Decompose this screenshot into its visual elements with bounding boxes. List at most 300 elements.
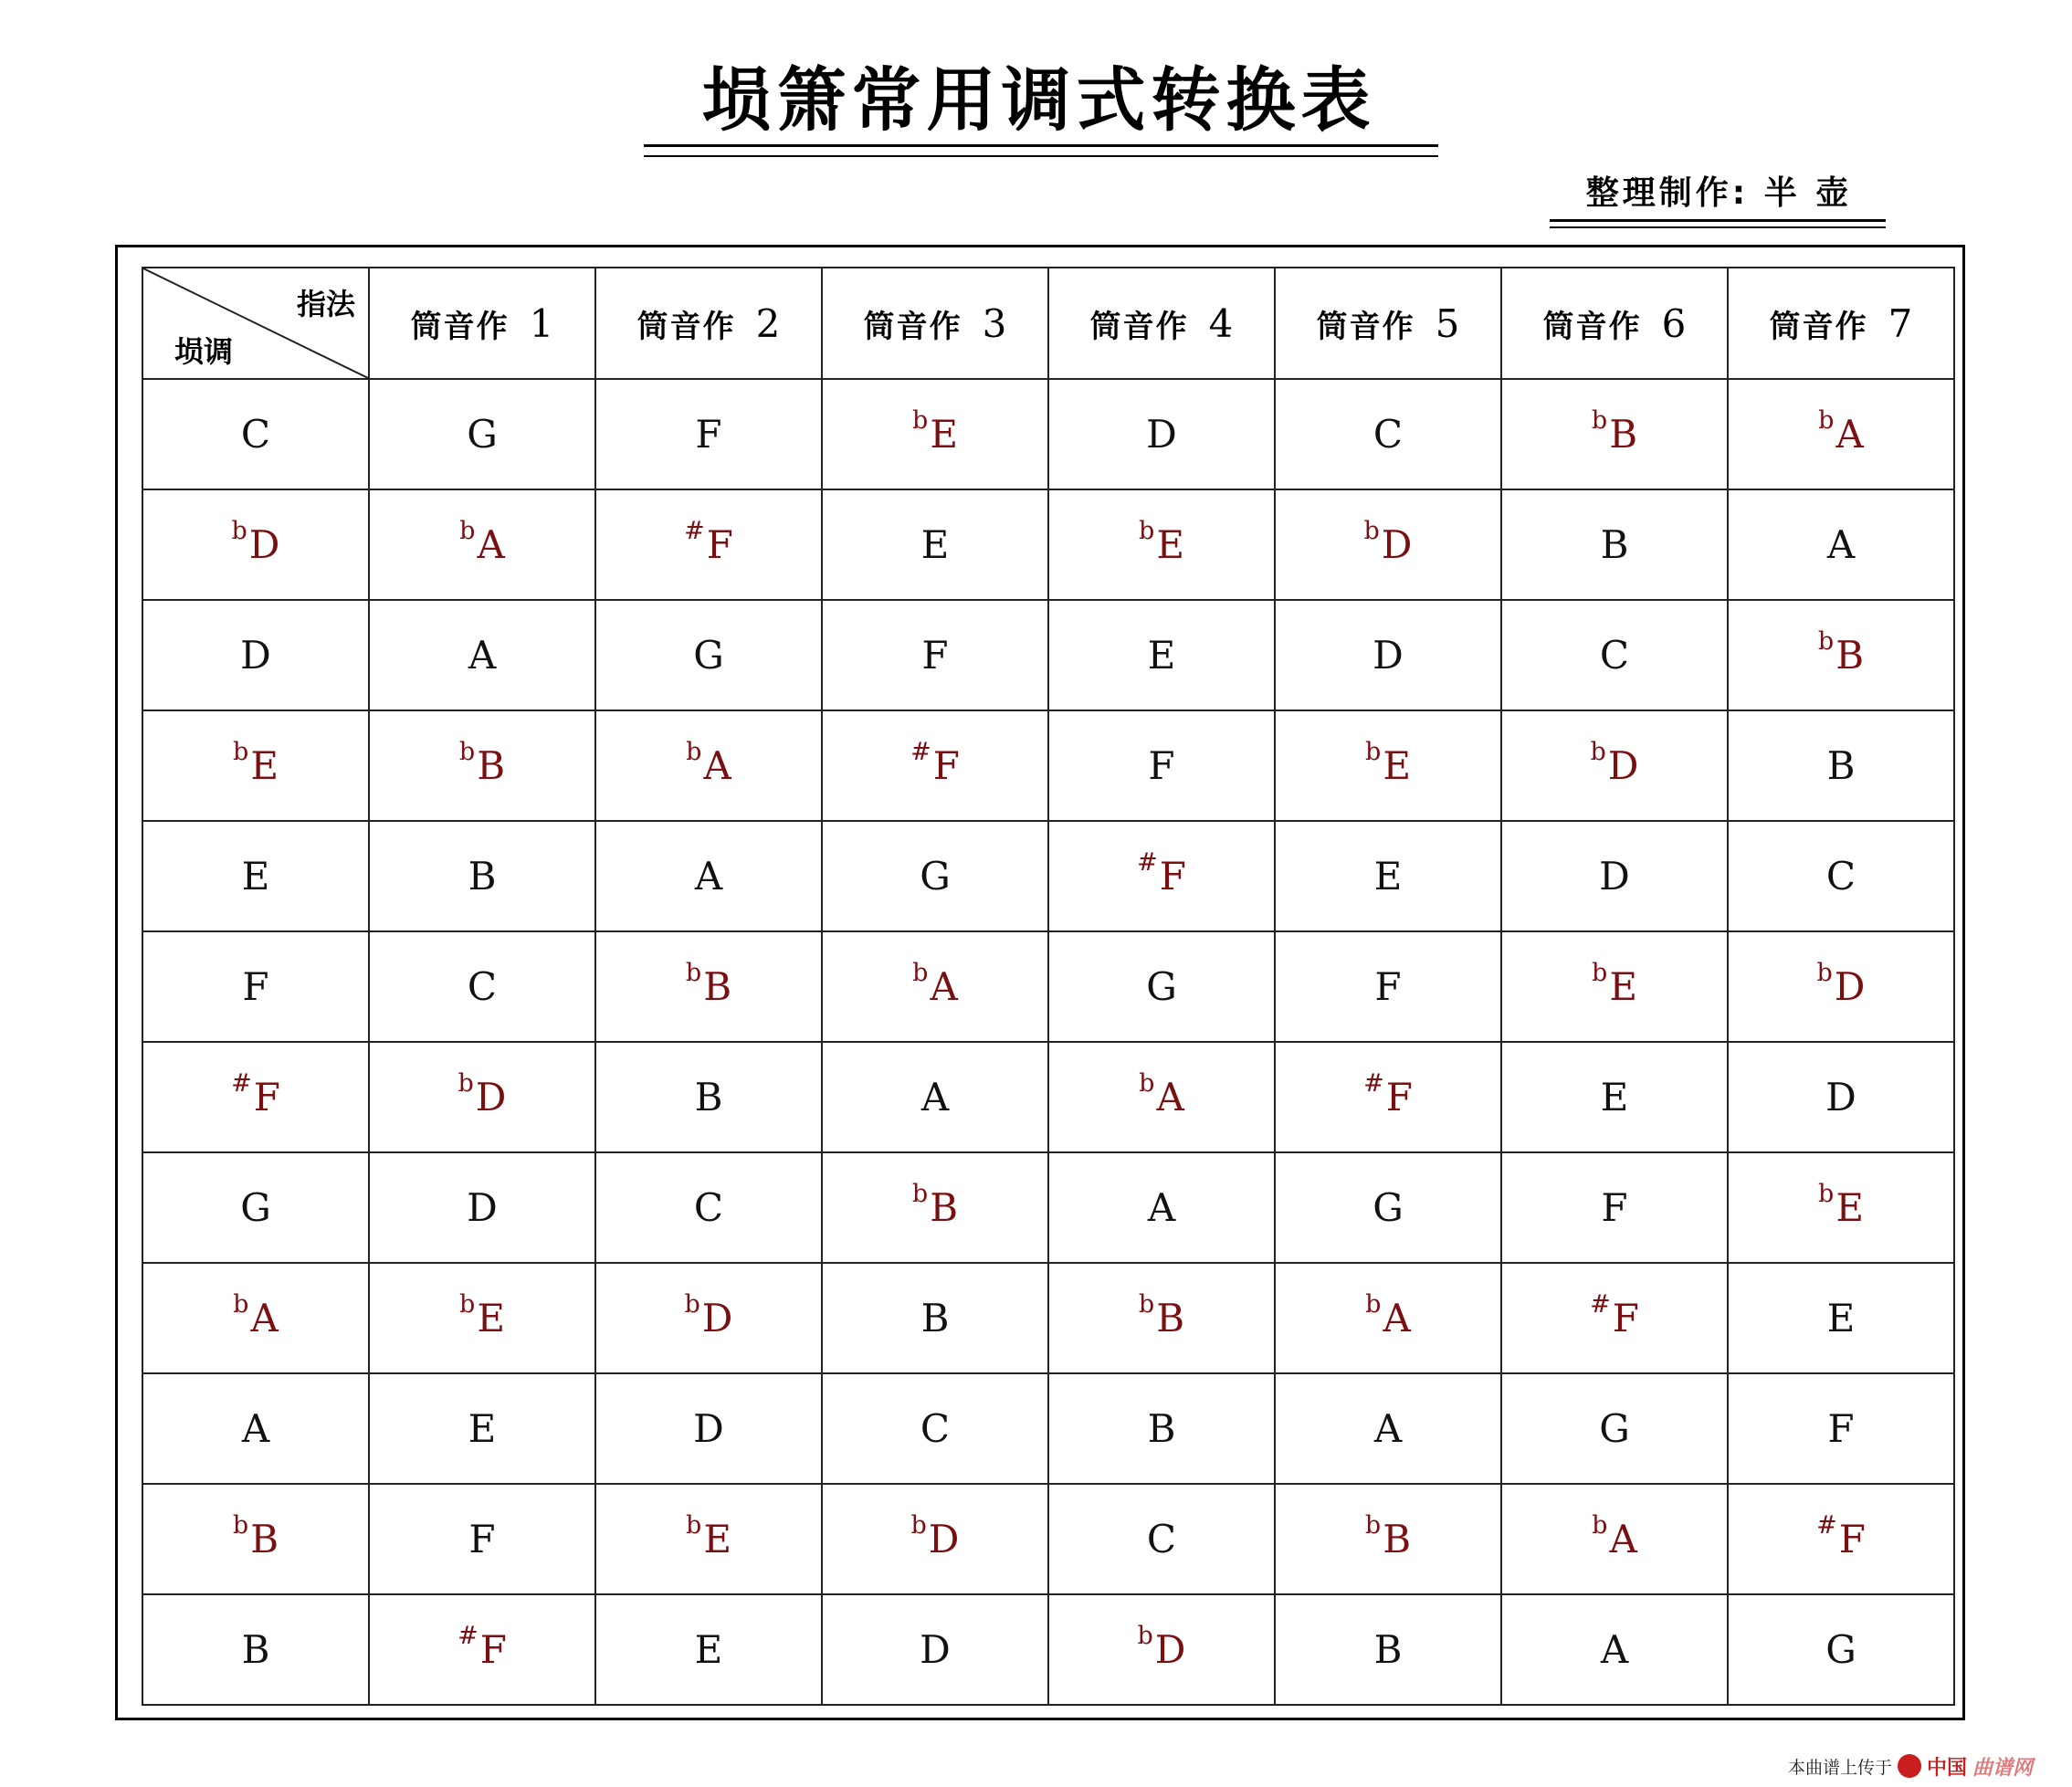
fingering-cell xyxy=(822,931,1048,1042)
note-name xyxy=(695,1075,723,1120)
accidental-mark: b xyxy=(911,1180,929,1208)
note-name xyxy=(242,1627,270,1672)
note-letter: D xyxy=(693,1406,724,1451)
fingering-cell xyxy=(369,1042,595,1152)
header-cell xyxy=(1501,268,1728,379)
note-letter: D xyxy=(240,633,271,678)
fingering-cell xyxy=(369,489,595,600)
fingering-cell xyxy=(595,821,822,931)
fingering-cell xyxy=(1275,379,1501,489)
note-name xyxy=(1590,1290,1639,1340)
fingering-cell xyxy=(822,1263,1048,1373)
note-name xyxy=(1592,1511,1637,1561)
note-letter: F xyxy=(242,964,269,1009)
accidental-mark: b xyxy=(686,1511,702,1540)
note-name xyxy=(1364,1511,1412,1561)
note-name xyxy=(686,738,731,788)
note-letter: E xyxy=(1383,743,1411,788)
note-name xyxy=(458,738,506,788)
note-letter: B xyxy=(1147,1406,1176,1451)
fingering-cell xyxy=(1501,379,1728,489)
note-name xyxy=(920,1627,951,1672)
fingering-cell xyxy=(595,600,822,710)
note-name xyxy=(1148,1185,1175,1230)
accidental-mark: # xyxy=(1816,1511,1837,1540)
header-label: 筒音作 xyxy=(636,308,736,345)
note-name xyxy=(468,1517,495,1561)
note-letter: E xyxy=(1835,1185,1864,1230)
fingering-cell xyxy=(595,379,822,489)
accidental-mark: b xyxy=(231,517,247,545)
note-letter: G xyxy=(693,633,724,678)
note-letter: E xyxy=(1147,633,1176,678)
fingering-cell xyxy=(822,1042,1048,1152)
note-name xyxy=(684,1290,733,1340)
note-letter: B xyxy=(1600,522,1629,567)
key-cell xyxy=(142,379,369,489)
fingering-cell xyxy=(1048,1373,1275,1484)
note-name xyxy=(242,964,268,1009)
note-name xyxy=(1592,959,1637,1009)
fingering-cell xyxy=(369,379,595,489)
note-name xyxy=(240,633,271,678)
note-name xyxy=(1146,964,1177,1009)
fingering-cell xyxy=(1728,821,1954,931)
note-letter: A xyxy=(1835,412,1864,457)
header-label: 筒音作 xyxy=(863,308,962,345)
note-letter: A xyxy=(468,633,497,678)
fingering-cell xyxy=(1501,1152,1728,1263)
note-name xyxy=(1601,1185,1627,1230)
table-row xyxy=(142,379,1954,489)
header-label: 筒音作 xyxy=(1542,308,1642,345)
fingering-cell xyxy=(822,600,1048,710)
title-underline xyxy=(644,144,1438,147)
note-letter: G xyxy=(1373,1185,1404,1230)
note-name xyxy=(231,517,280,567)
fingering-cell xyxy=(1728,710,1954,821)
note-letter: E xyxy=(694,1627,723,1672)
fingering-cell xyxy=(822,1484,1048,1594)
note-letter: F xyxy=(1148,743,1175,788)
note-letter: G xyxy=(1146,964,1177,1009)
note-name xyxy=(1600,633,1629,678)
note-name xyxy=(685,959,732,1009)
fingering-cell xyxy=(1048,821,1275,931)
note-letter: G xyxy=(240,1185,271,1230)
fingering-cell xyxy=(1275,489,1501,600)
note-letter: C xyxy=(1146,1517,1177,1561)
table-row xyxy=(142,1594,1954,1705)
note-letter: F xyxy=(1601,1185,1628,1230)
accidental-mark: b xyxy=(1363,517,1380,545)
accidental-mark: b xyxy=(459,517,476,545)
note-name xyxy=(920,854,951,899)
note-letter: A xyxy=(1609,1517,1637,1561)
footer-watermark xyxy=(1788,1750,2033,1782)
note-letter: E xyxy=(1826,1296,1856,1340)
note-letter: F xyxy=(1838,1517,1866,1561)
note-letter: C xyxy=(693,1185,724,1230)
note-letter: B xyxy=(1826,743,1856,788)
fingering-cell xyxy=(822,1373,1048,1484)
note-name xyxy=(1365,738,1411,788)
note-letter: A xyxy=(920,1075,950,1120)
note-letter: E xyxy=(1600,1075,1629,1120)
header-number: 2 xyxy=(755,300,781,346)
note-letter: A xyxy=(241,1406,270,1451)
note-letter: E xyxy=(930,412,958,457)
accidental-mark: b xyxy=(912,959,929,987)
fingering-cell xyxy=(1048,489,1275,600)
note-name xyxy=(459,1290,505,1340)
note-letter: B xyxy=(250,1517,279,1561)
fingering-cell xyxy=(1048,931,1275,1042)
accidental-mark: b xyxy=(458,1069,474,1098)
logo-text-primary: 中国 xyxy=(1927,1756,1968,1780)
note-letter: B xyxy=(930,1185,959,1230)
note-name xyxy=(1137,1622,1186,1672)
note-letter: A xyxy=(1373,1406,1403,1451)
note-letter: F xyxy=(1827,1406,1855,1451)
note-name xyxy=(1373,1185,1404,1230)
fingering-cell xyxy=(1275,821,1501,931)
fingering-cell xyxy=(1275,710,1501,821)
note-letter: E xyxy=(1156,522,1184,567)
table-row xyxy=(142,710,1954,821)
fingering-cell xyxy=(822,379,1048,489)
fingering-cell xyxy=(369,600,595,710)
fingering-cell xyxy=(1275,1594,1501,1705)
fingering-cell xyxy=(822,1594,1048,1705)
fingering-cell xyxy=(1275,1263,1501,1373)
note-letter: F xyxy=(1374,964,1402,1009)
accidental-mark: # xyxy=(910,738,931,766)
fingering-cell xyxy=(1275,1152,1501,1263)
note-name xyxy=(233,738,279,788)
fingering-cell xyxy=(822,1152,1048,1263)
fingering-cell xyxy=(1501,1594,1728,1705)
key-cell xyxy=(142,1373,369,1484)
note-letter: D xyxy=(1607,743,1639,788)
accidental-mark: # xyxy=(1363,1069,1384,1098)
fingering-cell xyxy=(369,710,595,821)
note-name xyxy=(1374,1406,1402,1451)
note-name xyxy=(468,1406,497,1451)
fingering-cell xyxy=(1728,1152,1954,1263)
note-name xyxy=(1591,406,1638,457)
note-letter: A xyxy=(1826,522,1856,567)
note-letter: F xyxy=(468,1517,496,1561)
note-letter: F xyxy=(1612,1296,1639,1340)
note-name xyxy=(695,1627,723,1672)
note-name xyxy=(910,1511,960,1561)
accidental-mark: b xyxy=(1365,1290,1382,1319)
key-cell xyxy=(142,710,369,821)
fingering-cell xyxy=(1275,1373,1501,1484)
fingering-cell xyxy=(1728,1042,1954,1152)
note-name xyxy=(1365,1290,1411,1340)
fingering-cell xyxy=(595,1263,822,1373)
note-name xyxy=(240,1185,271,1230)
note-name xyxy=(468,964,497,1009)
note-letter: A xyxy=(1147,1185,1176,1230)
note-letter: G xyxy=(467,412,498,457)
note-letter: D xyxy=(701,1296,733,1340)
header-cell xyxy=(1275,268,1501,379)
title-underline-thin xyxy=(644,155,1438,157)
fingering-cell xyxy=(1048,1263,1275,1373)
note-letter: A xyxy=(703,743,731,788)
note-name xyxy=(1816,1511,1866,1561)
note-letter: E xyxy=(920,522,950,567)
page-title: 埙箫常用调式转换表 xyxy=(701,59,1376,141)
accidental-mark: b xyxy=(233,738,249,766)
accidental-mark: b xyxy=(684,1290,700,1319)
header-number: 6 xyxy=(1661,300,1687,346)
note-name xyxy=(1601,1627,1628,1672)
note-name xyxy=(921,633,948,678)
header-cell xyxy=(1728,268,1954,379)
table-row xyxy=(142,1263,1954,1373)
fingering-cell xyxy=(1728,1594,1954,1705)
note-name xyxy=(459,517,505,567)
table-row xyxy=(142,821,1954,931)
fingering-cell xyxy=(1728,379,1954,489)
accidental-mark: b xyxy=(1817,627,1835,656)
table-row xyxy=(142,1373,1954,1484)
note-letter: F xyxy=(1385,1075,1413,1120)
note-letter: C xyxy=(1599,633,1630,678)
note-name xyxy=(1148,743,1174,788)
key-cell xyxy=(142,1484,369,1594)
note-letter: D xyxy=(1146,412,1177,457)
note-name xyxy=(1373,633,1404,678)
note-letter: E xyxy=(1373,854,1403,899)
note-letter: D xyxy=(928,1517,960,1561)
table-row xyxy=(142,1484,1954,1594)
accidental-mark: b xyxy=(1139,517,1155,545)
note-letter: D xyxy=(1381,522,1413,567)
note-name xyxy=(1148,633,1176,678)
note-name xyxy=(693,1406,724,1451)
fingering-cell xyxy=(1501,1042,1728,1152)
fingering-cell xyxy=(595,1373,822,1484)
fingering-cell xyxy=(369,1373,595,1484)
note-letter: D xyxy=(467,1185,498,1230)
note-letter: F xyxy=(695,412,722,457)
note-letter: D xyxy=(248,522,280,567)
note-letter: B xyxy=(468,854,497,899)
footer-text: 本曲谱上传于 xyxy=(1788,1757,1893,1778)
note-name xyxy=(458,1069,507,1120)
key-cell xyxy=(142,821,369,931)
note-name xyxy=(467,412,498,457)
table-row xyxy=(142,1042,1954,1152)
fingering-cell xyxy=(1275,1484,1501,1594)
note-name xyxy=(1363,1069,1413,1120)
conversion-table xyxy=(142,267,1955,1706)
fingering-cell xyxy=(1501,710,1728,821)
accidental-mark: b xyxy=(459,1290,476,1319)
note-name xyxy=(1139,1069,1184,1120)
fingering-cell xyxy=(1048,1484,1275,1594)
fingering-cell xyxy=(1048,600,1275,710)
note-letter: D xyxy=(1834,964,1866,1009)
fingering-cell xyxy=(1501,489,1728,600)
table-row xyxy=(142,931,1954,1042)
note-letter: D xyxy=(475,1075,507,1120)
note-letter: F xyxy=(253,1075,280,1120)
accidental-mark: b xyxy=(1590,738,1606,766)
note-letter: C xyxy=(240,412,271,457)
table-row xyxy=(142,1152,1954,1263)
note-letter: F xyxy=(921,633,949,678)
key-cell xyxy=(142,1263,369,1373)
note-letter: E xyxy=(241,854,270,899)
note-name xyxy=(912,959,958,1009)
fingering-cell xyxy=(369,931,595,1042)
site-logo-icon xyxy=(1898,1754,1921,1778)
note-letter: F xyxy=(479,1627,507,1672)
note-name xyxy=(1148,1406,1176,1451)
fingering-cell xyxy=(1501,1484,1728,1594)
note-name xyxy=(1599,854,1630,899)
note-name xyxy=(1363,517,1413,567)
header-row xyxy=(142,268,1954,379)
note-name xyxy=(468,854,497,899)
fingering-cell xyxy=(595,489,822,600)
note-letter: B xyxy=(703,964,732,1009)
note-name xyxy=(910,738,960,788)
note-name xyxy=(1139,517,1184,567)
note-name xyxy=(231,1069,280,1120)
note-name xyxy=(920,1406,950,1451)
fingering-cell xyxy=(822,710,1048,821)
accidental-mark: b xyxy=(910,1511,927,1540)
header-cell xyxy=(369,268,595,379)
logo-text-secondary: 曲谱网 xyxy=(1972,1756,2034,1780)
fingering-cell xyxy=(595,1042,822,1152)
note-name xyxy=(1146,412,1177,457)
header-number: 5 xyxy=(1435,300,1460,346)
accidental-mark: b xyxy=(1591,406,1608,435)
key-cell xyxy=(142,1042,369,1152)
note-name xyxy=(1817,627,1865,678)
note-name xyxy=(695,854,722,899)
accidental-mark: b xyxy=(1137,1622,1153,1650)
note-letter: B xyxy=(920,1296,950,1340)
note-letter: F xyxy=(932,743,960,788)
header-number: 4 xyxy=(1208,300,1234,346)
accidental-mark: # xyxy=(1137,848,1158,877)
accidental-mark: b xyxy=(1365,738,1382,766)
note-letter: B xyxy=(1156,1296,1185,1340)
note-name xyxy=(912,406,958,457)
accidental-mark: b xyxy=(1818,1180,1835,1208)
fingering-cell xyxy=(1728,1263,1954,1373)
note-name xyxy=(695,412,721,457)
header-cell xyxy=(595,268,822,379)
note-name xyxy=(241,412,270,457)
note-name xyxy=(1137,848,1186,899)
note-letter: E xyxy=(703,1517,731,1561)
fingering-cell xyxy=(822,821,1048,931)
note-letter: B xyxy=(477,743,506,788)
corner-top-label: 指法 xyxy=(296,287,355,321)
fingering-cell xyxy=(1501,931,1728,1042)
credit-line: 整理制作: 半 壶 xyxy=(1585,174,1853,212)
fingering-cell xyxy=(1728,931,1954,1042)
note-letter: B xyxy=(694,1075,723,1120)
header-label: 筒音作 xyxy=(410,308,510,345)
note-letter: A xyxy=(930,964,958,1009)
fingering-cell xyxy=(1501,1263,1728,1373)
note-letter: B xyxy=(241,1627,270,1672)
accidental-mark: b xyxy=(1364,1511,1382,1540)
note-name xyxy=(467,1185,498,1230)
header-number: 1 xyxy=(529,300,554,346)
note-name xyxy=(1818,1180,1864,1230)
fingering-cell xyxy=(595,1152,822,1263)
note-letter: G xyxy=(1599,1406,1630,1451)
note-name xyxy=(1374,854,1403,899)
note-name xyxy=(1590,738,1639,788)
note-letter: E xyxy=(468,1406,497,1451)
fingering-cell xyxy=(822,489,1048,600)
note-name xyxy=(684,517,733,567)
accidental-mark: b xyxy=(685,959,702,987)
key-cell xyxy=(142,931,369,1042)
table-row xyxy=(142,600,1954,710)
note-name xyxy=(1827,743,1856,788)
header-label: 筒音作 xyxy=(1316,308,1415,345)
note-letter: C xyxy=(1373,412,1404,457)
accidental-mark: b xyxy=(1139,1069,1155,1098)
note-name xyxy=(1816,959,1866,1009)
note-letter: D xyxy=(1825,1075,1856,1120)
fingering-cell xyxy=(595,710,822,821)
note-name xyxy=(468,633,496,678)
note-letter: E xyxy=(477,1296,505,1340)
note-letter: A xyxy=(1383,1296,1411,1340)
accidental-mark: b xyxy=(686,738,702,766)
fingering-cell xyxy=(1275,931,1501,1042)
fingering-cell xyxy=(595,1594,822,1705)
note-name xyxy=(1827,1406,1854,1451)
note-name xyxy=(1147,1517,1176,1561)
fingering-cell xyxy=(1501,1373,1728,1484)
note-letter: A xyxy=(694,854,723,899)
key-cell xyxy=(142,1152,369,1263)
note-name xyxy=(242,1406,269,1451)
note-name xyxy=(1601,1075,1629,1120)
note-name xyxy=(1825,1627,1856,1672)
fingering-cell xyxy=(369,1594,595,1705)
accidental-mark: b xyxy=(1592,959,1608,987)
note-letter: B xyxy=(1835,633,1865,678)
accidental-mark: # xyxy=(231,1069,252,1098)
note-letter: F xyxy=(1159,854,1186,899)
note-name xyxy=(233,1290,279,1340)
note-name xyxy=(1826,854,1856,899)
accidental-mark: b xyxy=(1818,406,1835,435)
accidental-mark: b xyxy=(458,738,476,766)
header-label: 筒音作 xyxy=(1089,308,1189,345)
note-letter: E xyxy=(1609,964,1637,1009)
note-name xyxy=(458,1622,507,1672)
note-name xyxy=(1601,522,1629,567)
